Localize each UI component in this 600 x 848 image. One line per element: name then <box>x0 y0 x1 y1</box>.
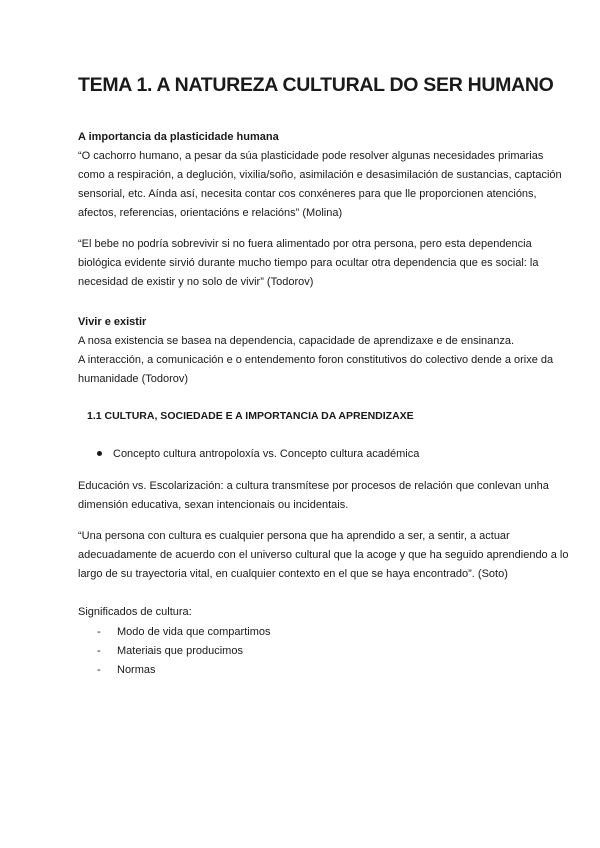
education-paragraph: Educación vs. Escolarización: a cultura transmítese por procesos de relación que conlevan unha dimensión educativa, sexan intencionais ou incidentais. <box>78 480 549 511</box>
list-item <box>97 623 270 642</box>
dash-marker: - <box>97 626 101 638</box>
quote-todorov-block <box>78 235 570 292</box>
quote-molina: “O cachorro humano, a pesar da súa plasticidade pode resolver algunas necesidades primarias como a respiración, a deglución, vixilia/soño, asimilación e desasimilación de sustancias, captación sensorial, etc. Aínda así, necesita contar cos conxéneres para que lle proporcionen atencións, afectos, referencias, orientacións e relacións” (Molina) <box>78 150 562 219</box>
section-heading-plasticidade: A importancia da plasticidade humana <box>78 131 279 143</box>
section-heading-vivir: Vivir e existir <box>78 316 147 328</box>
section-heading-cultura: 1.1 CULTURA, SOCIEDADE E A IMPORTANCIA DA APRENDIZAXE <box>87 410 414 422</box>
bullet-icon <box>97 451 102 456</box>
meanings-heading: Significados de cultura: <box>78 606 192 618</box>
meanings-list <box>97 623 270 680</box>
dash-marker: - <box>97 664 101 676</box>
meanings-heading-block <box>78 603 570 622</box>
meaning-text: Modo de vida que compartimos <box>117 626 271 638</box>
page-title: TEMA 1. A NATUREZA CULTURAL DO SER HUMANO <box>78 74 554 96</box>
vivir-line-2: A interacción, a comunicación e o entendemento foron constitutivos do colectivo dende a orixe da humanidade (Todorov) <box>78 354 554 385</box>
meaning-text: Materiais que producimos <box>117 645 243 657</box>
quote-soto-block <box>78 527 570 584</box>
vivir-line-1: A nosa existencia se basea na dependencia, capacidade de aprendizaxe e de ensinanza. <box>78 335 515 347</box>
section-plasticidade <box>78 128 570 223</box>
dash-marker: - <box>97 645 101 657</box>
list-item <box>97 642 270 661</box>
quote-todorov: “El bebe no podría sobrevivir si no fuera alimentado por otra persona, pero esta dependencia biológica evidente sirvió durante mucho tiempo para ocultar otra dependencia que es social: la necesidad de existir y no solo de vivir” (Todorov) <box>78 238 539 288</box>
quote-soto: “Una persona con cultura es cualquier persona que ha aprendido a ser, a sentir, a actuar adecuadamente de acuerdo con el universo cultural que la acoge y que ha seguido aprendiendo a lo largo de su trayectoria vital, en cualquier contexto en el que se haya encontrado”. (Soto) <box>78 530 569 580</box>
bullet-item <box>97 445 419 464</box>
list-item <box>97 661 270 680</box>
section-vivir-existir <box>78 313 570 389</box>
meaning-text: Normas <box>117 664 156 676</box>
bullet-text: Concepto cultura antropoloxía vs. Concepto cultura académica <box>113 448 420 460</box>
education-paragraph-block <box>78 477 570 515</box>
